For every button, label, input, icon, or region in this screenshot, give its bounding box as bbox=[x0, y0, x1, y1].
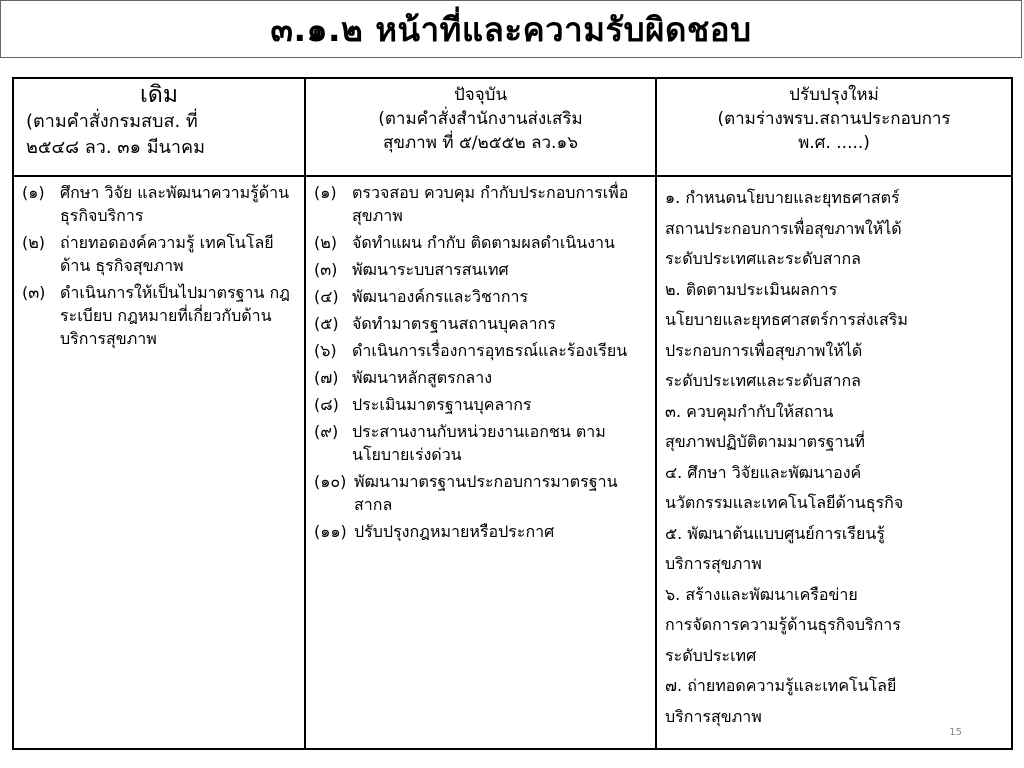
current-item bbox=[314, 339, 649, 362]
revised-line: ๓. ควบคุมกำกับให้สถาน bbox=[665, 401, 834, 421]
revised-line: สถานประกอบการเพื่อสุขภาพให้ได้ bbox=[665, 218, 902, 238]
current-item-text: พัฒนาองค์กรและวิชาการ bbox=[352, 287, 529, 306]
current-item bbox=[314, 520, 649, 543]
header-original-sub2: ๒๕๔๘ ลว. ๓๑ มีนาคม bbox=[26, 137, 205, 158]
current-item-number: (๕) bbox=[314, 314, 339, 333]
current-item bbox=[314, 393, 649, 416]
revised-line: ประกอบการเพื่อสุขภาพให้ได้ bbox=[665, 340, 863, 360]
revised-line: สุขภาพปฏิบัติตามมาตรฐานที่ bbox=[665, 432, 865, 451]
original-item-text: ถ่ายทอดองค์ความรู้ เทคโนโลยีด้าน ธุรกิจสุขภาพ bbox=[60, 233, 274, 275]
current-item bbox=[314, 420, 649, 466]
current-item bbox=[314, 231, 649, 254]
header-original-sub1: (ตามคำสั่งกรมสบส. ที่ bbox=[26, 111, 198, 132]
header-current-sub2: สุขภาพ ที่ ๕/๒๕๕๒ ลว.๑๖ bbox=[382, 133, 579, 153]
original-list bbox=[14, 177, 304, 350]
original-item bbox=[22, 181, 298, 227]
current-item bbox=[314, 366, 649, 389]
original-item bbox=[22, 281, 298, 350]
revised-line: ระดับประเทศ bbox=[665, 645, 757, 665]
revised-line: บริการสุขภาพ bbox=[665, 706, 762, 726]
current-item-number: (๒) bbox=[314, 233, 338, 252]
current-item-text: ปรับปรุงกฎหมายหรือประกาศ bbox=[354, 522, 555, 541]
current-item-text: จัดทำมาตรฐานสถานบุคลากร bbox=[352, 314, 556, 333]
current-item-number: (๑๐) bbox=[314, 472, 347, 491]
header-revised-sub1: (ตามร่างพรบ.สถานประกอบการ bbox=[717, 109, 951, 129]
original-item-text: ดำเนินการให้เป็นไปมาตรฐาน กฎระเบียบ กฎหมายที่เกี่ยวกับด้านบริการสุขภาพ bbox=[60, 283, 290, 348]
header-row bbox=[13, 78, 1012, 176]
revised-line: ๔. ศึกษา วิจัยและพัฒนาองค์ bbox=[665, 462, 862, 482]
current-item-number: (๑๑) bbox=[314, 522, 347, 541]
original-item-text: ศึกษา วิจัย และพัฒนาความรู้ด้านธุรกิจบริการ bbox=[60, 183, 290, 225]
page-number: 15 bbox=[949, 727, 962, 738]
header-current-sub1: (ตามคำสั่งสำนักงานส่งเสริม bbox=[378, 109, 583, 129]
header-current bbox=[305, 78, 656, 176]
current-item-number: (๑) bbox=[314, 183, 337, 202]
original-item bbox=[22, 231, 298, 277]
current-item-number: (๓) bbox=[314, 260, 338, 279]
current-list bbox=[306, 177, 655, 543]
revised-line: นโยบายและยุทธศาสตร์การส่งเสริม bbox=[665, 310, 908, 329]
header-revised-label: ปรับปรุงใหม่ bbox=[789, 85, 879, 105]
current-cell bbox=[305, 176, 656, 749]
revised-line: ๖. สร้างและพัฒนาเครือข่าย bbox=[665, 584, 858, 604]
current-item-number: (๙) bbox=[314, 422, 339, 441]
header-revised-sub2: พ.ศ. .....) bbox=[798, 133, 870, 153]
current-item bbox=[314, 312, 649, 335]
revised-line: นวัตกรรมและเทคโนโลยีด้านธุรกิจ bbox=[665, 493, 904, 512]
current-item-number: (๗) bbox=[314, 368, 339, 387]
current-item-text: ประสานงานกับหน่วยงานเอกชน ตามนโยบายเร่งด่วน bbox=[352, 422, 606, 464]
current-item-number: (๘) bbox=[314, 395, 339, 414]
current-item bbox=[314, 181, 649, 227]
current-item-number: (๔) bbox=[314, 287, 339, 306]
revised-line: ระดับประเทศและระดับสากล bbox=[665, 249, 861, 268]
current-item-text: พัฒนาระบบสารสนเทศ bbox=[352, 260, 509, 279]
original-item-number: (๓) bbox=[22, 283, 46, 302]
revised-cell bbox=[656, 176, 1012, 749]
current-item-text: ตรวจสอบ ควบคุม กำกับประกอบการเพื่อสุขภาพ bbox=[352, 183, 629, 225]
header-original bbox=[13, 78, 305, 176]
revised-line: ๑. กำหนดนโยบายและยุทธศาสตร์ bbox=[665, 188, 900, 207]
current-item bbox=[314, 470, 649, 516]
revised-line: การจัดการความรู้ด้านธุรกิจบริการ bbox=[665, 615, 901, 634]
current-item-text: ดำเนินการเรื่องการอุทธรณ์และร้องเรียน bbox=[352, 341, 628, 360]
original-item-number: (๑) bbox=[22, 183, 45, 202]
current-item-text: พัฒนาหลักสูตรกลาง bbox=[352, 368, 492, 387]
revised-line: ๕. พัฒนาต้นแบบศูนย์การเรียนรู้ bbox=[665, 523, 885, 543]
current-item bbox=[314, 285, 649, 308]
current-item-text: ประเมินมาตรฐานบุคลากร bbox=[352, 395, 532, 414]
revised-line: ๗. ถ่ายทอดความรู้และเทคโนโลยี bbox=[665, 676, 897, 695]
current-item-text: พัฒนามาตรฐานประกอบการมาตรฐานสากล bbox=[354, 472, 618, 514]
current-item-text: จัดทำแผน กำกับ ติดตามผลดำเนินงาน bbox=[352, 233, 615, 252]
original-item-number: (๒) bbox=[22, 233, 46, 252]
current-item bbox=[314, 258, 649, 281]
responsibility-table bbox=[12, 77, 1013, 750]
original-cell bbox=[13, 176, 305, 749]
header-current-label: ปัจจุบัน bbox=[453, 85, 508, 105]
title-bar bbox=[0, 0, 1022, 58]
revised-list bbox=[657, 177, 1011, 732]
current-item-number: (๖) bbox=[314, 341, 337, 360]
content-row bbox=[13, 176, 1012, 749]
header-original-label: เดิม bbox=[140, 82, 178, 108]
page-title: ๓.๑.๒ หน้าที่และความรับผิดชอบ bbox=[270, 9, 752, 49]
revised-line: ๒. ติดตามประเมินผลการ bbox=[665, 279, 838, 299]
revised-line: ระดับประเทศและระดับสากล bbox=[665, 371, 861, 390]
header-revised bbox=[656, 78, 1012, 176]
revised-line: บริการสุขภาพ bbox=[665, 554, 762, 573]
